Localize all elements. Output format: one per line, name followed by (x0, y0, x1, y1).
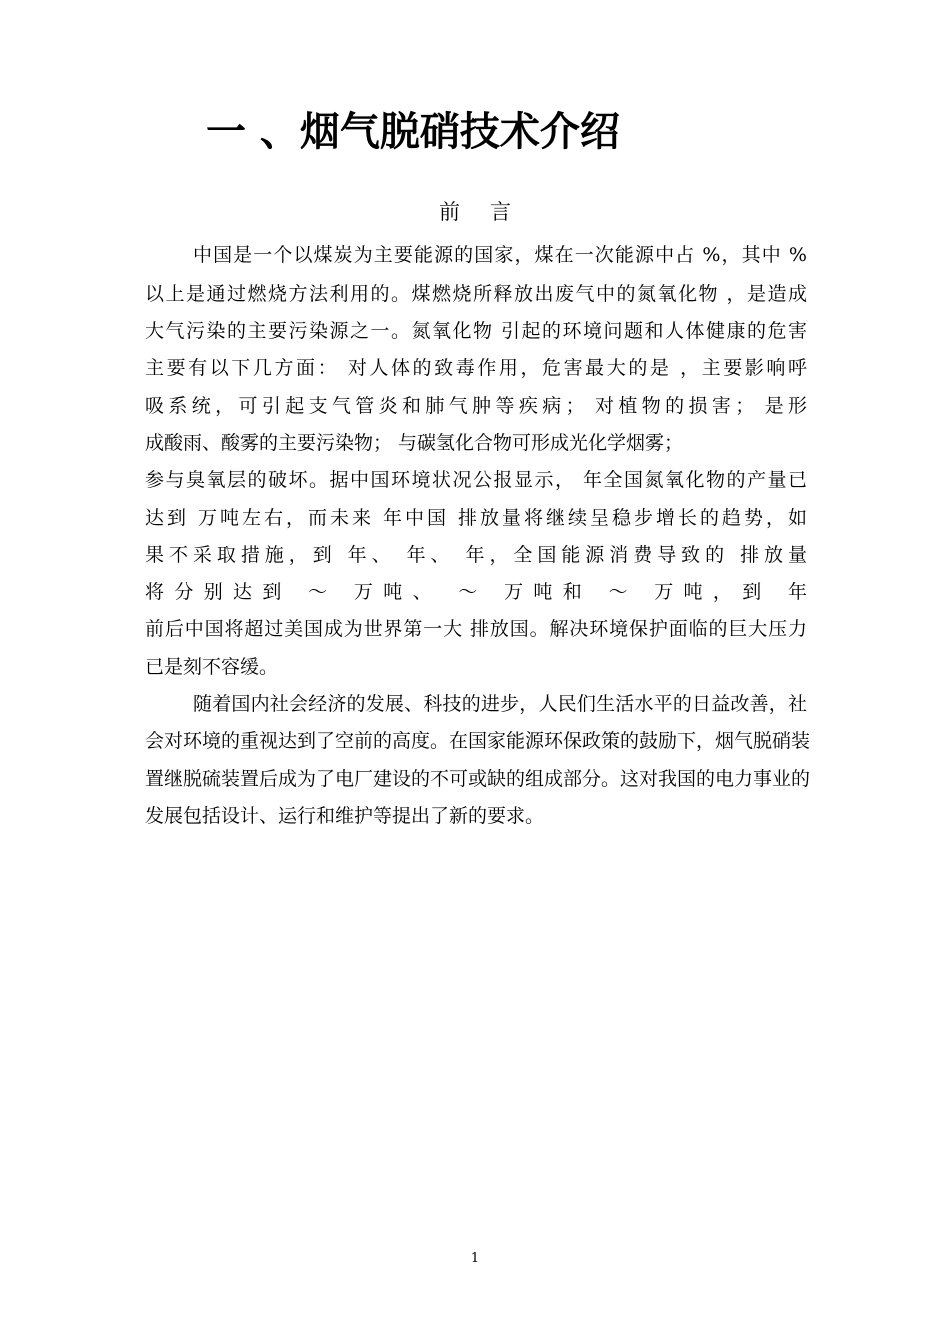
paragraph-line: 前后中国将超过美国成为世界第一大 排放国。解决环境保护面临的巨大压力 (145, 618, 807, 640)
paragraph-line: 中国是一个以煤炭为主要能源的国家，煤在一次能源中占 %，其中 % (193, 244, 807, 266)
paragraph-line: 已是刻不容缓。 (145, 656, 279, 678)
paragraph-line: 发展包括设计、运行和维护等提出了新的要求。 (145, 805, 545, 827)
paragraph-line: 以上是通过燃烧方法利用的。煤燃烧所释放出废气中的氮氧化物 ，是造成 (145, 283, 807, 305)
paragraph-line: 果不采取措施，到 年、 年、 年，全国能源消费导致的 排放量 (145, 544, 807, 566)
page-number: 1 (470, 1251, 480, 1266)
paragraph-line: 达到 万吨左右，而未来 年中国 排放量将继续呈稳步增长的趋势，如 (145, 507, 807, 529)
paragraph-line: 随着国内社会经济的发展、科技的进步，人民们生活水平的日益改善，社 (193, 693, 807, 715)
paragraph-line: 置继脱硫装置后成为了电厂建设的不可或缺的组成部分。这对我国的电力事业的 (145, 768, 811, 790)
paragraph-line: 主要有以下几方面： 对人体的致毒作用，危害最大的是 ，主要影响呼 (145, 357, 807, 379)
paragraph-line: 吸系统，可引起支气管炎和肺气肿等疾病； 对植物的损害； 是形 (145, 395, 807, 417)
paragraph-line: 大气污染的主要污染源之一。氮氧化物 引起的环境问题和人体健康的危害 (145, 320, 807, 342)
paragraph-line: 将分别达到 ～ 万吨、 ～ 万吨和 ～ 万吨，到 年 (145, 581, 807, 603)
section-heading: 前言 (439, 200, 541, 224)
paragraph-line: 参与臭氧层的破坏。据中国环境状况公报显示， 年全国氮氧化物的产量已 (145, 469, 807, 491)
paragraph-line: 成酸雨、酸雾的主要污染物； 与碳氢化合物可形成光化学烟雾； (145, 432, 684, 454)
paragraph-line: 会对环境的重视达到了空前的高度。在国家能源环保政策的鼓励下，烟气脱硝装 (145, 730, 811, 752)
document-title: 一 、烟气脱硝技术介绍 (206, 109, 620, 155)
